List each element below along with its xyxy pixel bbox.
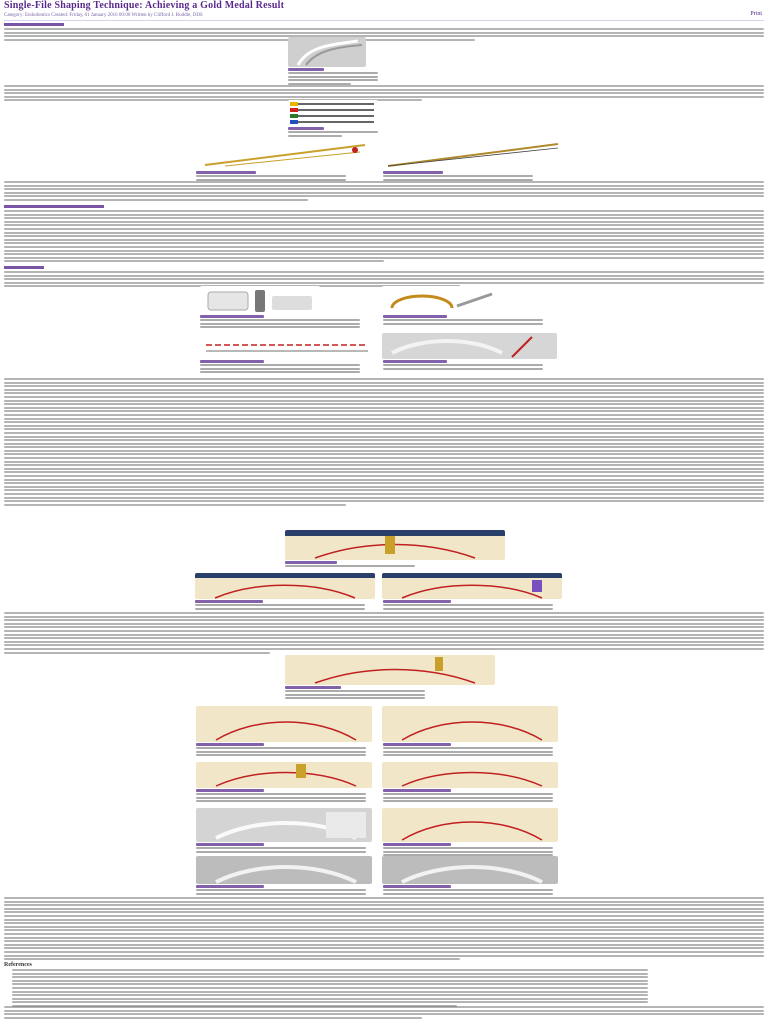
intro-paragraph — [4, 28, 764, 42]
article-title: Single-File Shaping Technique: Achieving a Gold Medal Result — [4, 0, 285, 11]
figure-13b-image — [382, 762, 558, 788]
figure-1-image — [288, 37, 366, 67]
article-meta: Category: Endodontics Created: Friday, 01 January 2016 00:00 Written by Clifford J. Ruddle, DDS — [4, 13, 203, 18]
header-divider — [4, 20, 764, 21]
figure-12-image — [382, 706, 558, 742]
figure-4-image — [382, 140, 562, 170]
figure-5-image — [200, 286, 320, 314]
figure-13a-caption — [196, 789, 366, 804]
figure-12-caption — [383, 743, 553, 758]
figure-1-caption — [288, 68, 378, 86]
section-heading-introduction — [4, 23, 64, 26]
paragraph-shaping-canals — [4, 612, 764, 655]
figure-13b-caption — [383, 789, 553, 804]
paragraph-cutting-efficiency — [4, 378, 764, 507]
figure-10-caption — [285, 686, 425, 701]
section-heading-rotation — [4, 205, 104, 208]
figure-8-caption — [383, 360, 543, 371]
figure-10-image — [285, 655, 495, 685]
figure-14-image — [196, 808, 372, 842]
figure-9a-image — [285, 530, 505, 560]
figure-7-caption — [200, 360, 360, 375]
figure-11-caption — [196, 743, 366, 758]
paragraph-shaping-systems — [4, 85, 764, 103]
references-list — [12, 969, 648, 1009]
figure-9b-caption — [195, 600, 365, 611]
paragraph-rotation — [4, 210, 764, 264]
figure-16b-caption — [383, 885, 553, 896]
figure-9c-caption — [383, 600, 553, 611]
figure-16a-image — [196, 856, 372, 884]
section-heading-system-design — [4, 266, 44, 269]
figure-5-caption — [200, 315, 360, 330]
figure-9a-caption — [285, 561, 415, 569]
figure-2-caption — [288, 127, 378, 138]
figure-8-image — [382, 333, 557, 359]
author-bio — [4, 1006, 764, 1020]
figure-6-caption — [383, 315, 543, 326]
figure-13a-image — [196, 762, 372, 788]
figure-14-caption — [196, 843, 366, 854]
print-link[interactable]: Print — [750, 11, 762, 17]
figure-9c-image — [382, 573, 562, 599]
figure-2-image — [288, 100, 378, 126]
figure-16b-image — [382, 856, 558, 884]
figure-11-image — [196, 706, 372, 742]
figure-9b-image — [195, 573, 375, 599]
figure-7-image — [200, 333, 375, 359]
figure-6-image — [382, 286, 502, 314]
paragraph-classifications — [4, 181, 764, 203]
references-heading: References — [4, 962, 32, 968]
figure-3-image — [195, 140, 375, 170]
figure-15-image — [382, 808, 558, 842]
figure-16a-caption — [196, 885, 366, 896]
paragraph-conclusion — [4, 897, 764, 962]
